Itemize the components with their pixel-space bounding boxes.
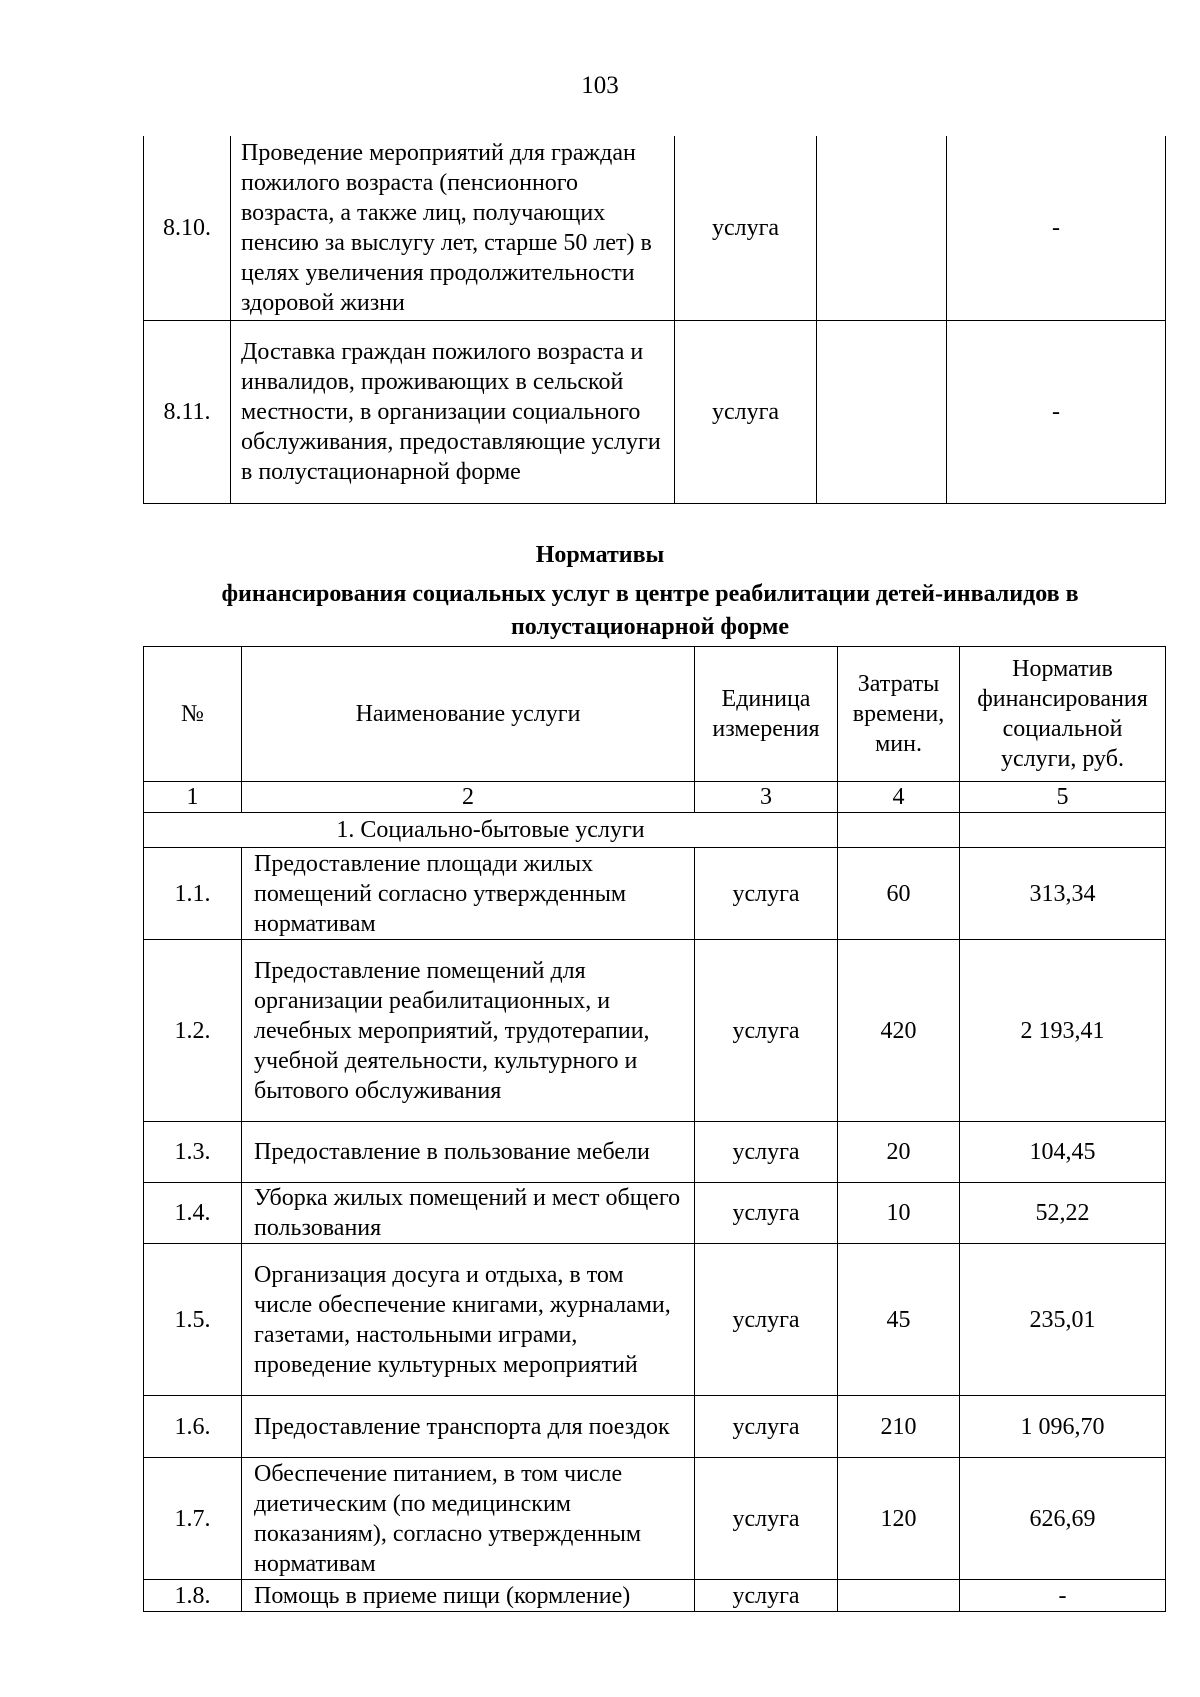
norm-cell: 52,22 — [960, 1183, 1166, 1244]
table-row — [144, 1244, 1166, 1396]
service-name: Предоставление помещений для организации реабилитационных, и лечебных мероприятий, трудотерапии, учебной деятельности, культурного и бытового обслуживания — [242, 940, 695, 1122]
unit-cell: услуга — [695, 1396, 838, 1458]
table-row — [144, 848, 1166, 940]
row-number: 1.7. — [144, 1458, 242, 1580]
unit-cell: услуга — [695, 1183, 838, 1244]
table-row — [144, 940, 1166, 1122]
table-row — [144, 1396, 1166, 1458]
column-number: 4 — [838, 782, 960, 813]
row-number: 1.4. — [144, 1183, 242, 1244]
header-name: Наименование услуги — [242, 647, 695, 782]
service-name: Предоставление в пользование мебели — [242, 1122, 695, 1183]
section-label: 1. Социально-бытовые услуги — [144, 813, 838, 848]
unit-cell: услуга — [695, 940, 838, 1122]
unit-cell: услуга — [695, 1580, 838, 1612]
section-row — [144, 813, 1166, 848]
normatives-table — [143, 646, 1166, 1612]
norm-cell: 1 096,70 — [960, 1396, 1166, 1458]
unit-cell: услуга — [695, 1458, 838, 1580]
norm-cell: 626,69 — [960, 1458, 1166, 1580]
header-unit: Единица измерения — [695, 647, 838, 782]
table-row — [144, 136, 1166, 321]
row-number: 1.2. — [144, 940, 242, 1122]
service-name: Уборка жилых помещений и мест общего пользования — [242, 1183, 695, 1244]
row-number: 1.6. — [144, 1396, 242, 1458]
row-number: 8.11. — [144, 321, 231, 504]
row-number: 1.1. — [144, 848, 242, 940]
time-cell: 60 — [838, 848, 960, 940]
table-row — [144, 321, 1166, 504]
time-cell: 210 — [838, 1396, 960, 1458]
section-subtitle: финансирования социальных услуг в центре реабилитации детей-инвалидов в полустационарной форме — [221, 581, 1079, 640]
norm-cell: - — [960, 1580, 1166, 1612]
service-name: Помощь в приеме пищи (кормление) — [242, 1580, 695, 1612]
row-number: 1.8. — [144, 1580, 242, 1612]
table-header-row — [144, 647, 1166, 782]
time-cell — [817, 136, 947, 321]
norm-cell: 313,34 — [960, 848, 1166, 940]
service-name: Обеспечение питанием, в том числе диетическим (по медицинским показаниям), согласно утвержденным нормативам — [242, 1458, 695, 1580]
norm-cell: - — [947, 136, 1166, 321]
column-number: 5 — [960, 782, 1166, 813]
table-row — [144, 1458, 1166, 1580]
column-number: 2 — [242, 782, 695, 813]
empty-cell — [838, 813, 960, 848]
column-number: 3 — [695, 782, 838, 813]
time-cell: 20 — [838, 1122, 960, 1183]
time-cell: 10 — [838, 1183, 960, 1244]
norm-cell: 235,01 — [960, 1244, 1166, 1396]
header-num: № — [144, 647, 242, 782]
service-name: Предоставление площади жилых помещений согласно утвержденным нормативам — [242, 848, 695, 940]
time-cell — [817, 321, 947, 504]
norm-cell: 2 193,41 — [960, 940, 1166, 1122]
page-number: 103 — [581, 72, 619, 99]
norm-cell: 104,45 — [960, 1122, 1166, 1183]
time-cell: 45 — [838, 1244, 960, 1396]
table-row — [144, 1580, 1166, 1612]
table-row — [144, 1183, 1166, 1244]
header-norm: Норматив финансирования социальной услуги, руб. — [960, 647, 1166, 782]
unit-cell: услуга — [675, 136, 817, 321]
service-name: Организация досуга и отдыха, в том числе обеспечение книгами, журналами, газетами, настольными играми, проведение культурных мероприятий — [242, 1244, 695, 1396]
continuation-table — [143, 136, 1166, 504]
time-cell: 120 — [838, 1458, 960, 1580]
norm-cell: - — [947, 321, 1166, 504]
row-number: 8.10. — [144, 136, 231, 321]
header-time: Затраты времени, мин. — [838, 647, 960, 782]
row-number: 1.3. — [144, 1122, 242, 1183]
time-cell — [838, 1580, 960, 1612]
unit-cell: услуга — [675, 321, 817, 504]
section-title: Нормативы — [535, 542, 665, 568]
unit-cell: услуга — [695, 1122, 838, 1183]
unit-cell: услуга — [695, 1244, 838, 1396]
service-name: Предоставление транспорта для поездок — [242, 1396, 695, 1458]
unit-cell: услуга — [695, 848, 838, 940]
service-name: Проведение мероприятий для граждан пожилого возраста (пенсионного возраста, а также лиц, получающих пенсию за выслугу лет, старше 50 лет) в целях увеличения продолжительности здоровой жизни — [231, 136, 675, 321]
time-cell: 420 — [838, 940, 960, 1122]
empty-cell — [960, 813, 1166, 848]
column-number-row — [144, 782, 1166, 813]
service-name: Доставка граждан пожилого возраста и инвалидов, проживающих в сельской местности, в организации социального обслуживания, предоставляющие услуги в полустационарной форме — [231, 321, 675, 504]
row-number: 1.5. — [144, 1244, 242, 1396]
table-row — [144, 1122, 1166, 1183]
column-number: 1 — [144, 782, 242, 813]
